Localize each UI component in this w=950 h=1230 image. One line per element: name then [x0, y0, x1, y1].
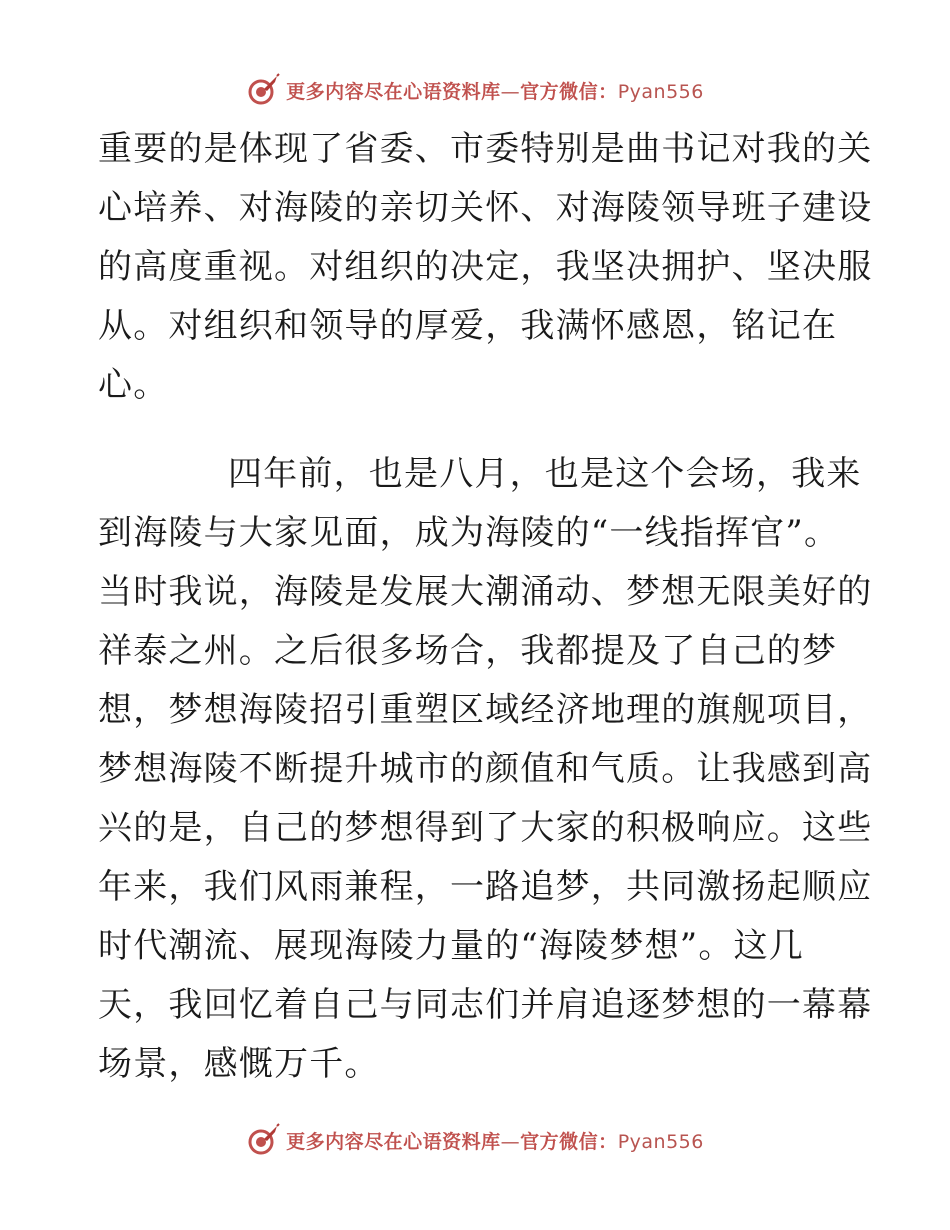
text-line: 场景，感慨万千。	[98, 1044, 380, 1084]
text-line: 心。	[98, 365, 169, 405]
paragraph-2	[98, 445, 873, 1094]
document-body	[98, 120, 873, 1094]
text-line: 当时我说，海陵是发展大潮涌动、梦想无限美好的	[98, 572, 873, 612]
text-line: 从。对组织和领导的厚爱，我满怀感恩，铭记在	[98, 306, 838, 346]
text-line: 天，我回忆着自己与同志们并肩追逐梦想的一幕幕	[98, 985, 873, 1025]
paragraph-1	[98, 120, 873, 415]
quill-logo-icon	[246, 73, 280, 107]
paragraph-gap	[98, 415, 858, 445]
text-line: 重要的是体现了省委、市委特别是曲书记对我的关	[98, 129, 873, 169]
footer-watermark	[0, 1120, 950, 1160]
text-line: 心培养、对海陵的亲切关怀、对海陵领导班子建设	[98, 188, 873, 228]
text-line: 到海陵与大家见面，成为海陵的“一线指挥官”。	[98, 513, 840, 553]
quill-logo-icon	[246, 1123, 280, 1157]
text-line: 时代潮流、展现海陵力量的“海陵梦想”。这几	[98, 926, 804, 966]
watermark-text: 更多内容尽在心语资料库—官方微信：Pyan556	[286, 1130, 704, 1153]
text-line: 祥泰之州。之后很多场合，我都提及了自己的梦	[98, 631, 838, 671]
text-line: 四年前，也是八月，也是这个会场，我来	[228, 454, 862, 494]
text-line: 年来，我们风雨兼程，一路追梦，共同激扬起顺应	[98, 867, 873, 907]
text-line: 兴的是，自己的梦想得到了大家的积极响应。这些	[98, 808, 873, 848]
watermark-text: 更多内容尽在心语资料库—官方微信：Pyan556	[286, 80, 704, 103]
text-line: 的高度重视。对组织的决定，我坚决拥护、坚决服	[98, 247, 873, 287]
text-line: 梦想海陵不断提升城市的颜值和气质。让我感到高	[98, 749, 873, 789]
text-line: 想，梦想海陵招引重塑区域经济地理的旗舰项目，	[98, 690, 873, 730]
header-watermark	[0, 70, 950, 110]
